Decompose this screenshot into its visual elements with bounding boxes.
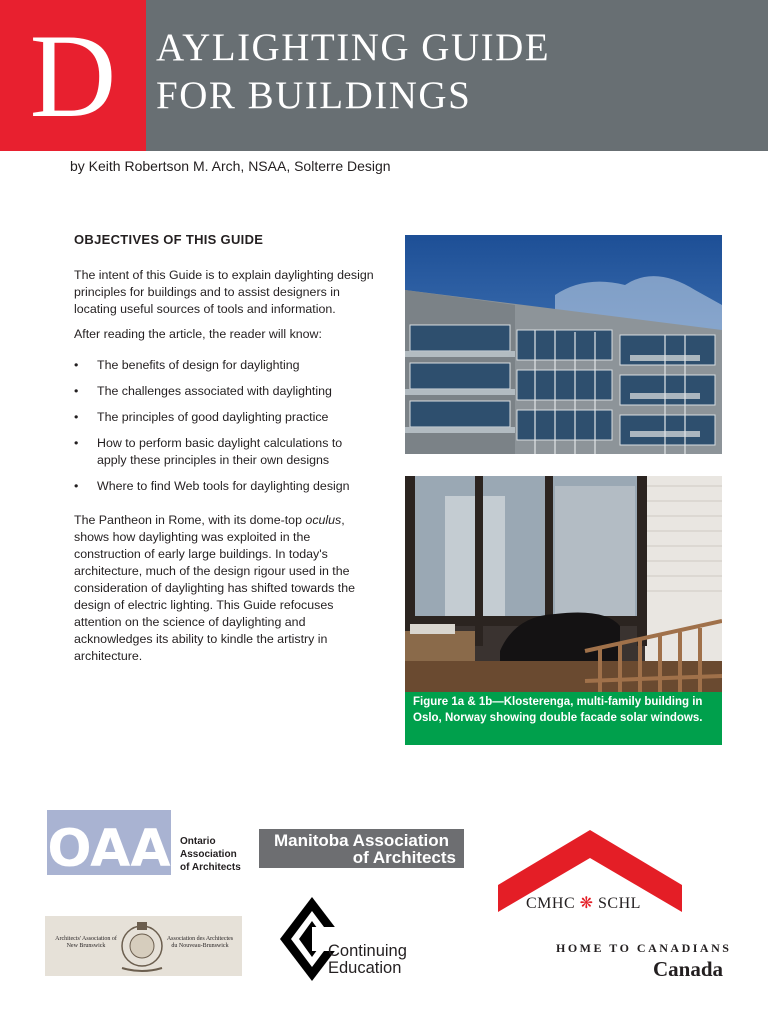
byline: by Keith Robertson M. Arch, NSAA, Solterre Design: [70, 158, 391, 174]
oculus-term: oculus: [305, 513, 342, 527]
figure-caption: Figure 1a & 1b—Klosterenga, multi-family building in Oslo, Norway showing double facade solar windows.: [405, 692, 722, 745]
oaa-name: [180, 835, 241, 874]
title-dropcap: D: [29, 9, 117, 142]
oaa-mark-text: OAA: [47, 819, 171, 875]
maa-line-1: Manitoba Association: [273, 831, 450, 850]
nb-right-text: Association des Architectes du Nouveau-Brunswick: [166, 936, 234, 949]
list-item: • Where to find Web tools for daylighting design: [74, 478, 374, 495]
pantheon-paragraph: [74, 512, 374, 665]
oaa-name-line-3: of Architects: [180, 862, 241, 873]
objectives-list: [74, 357, 374, 495]
maa-line-2: of Architects: [352, 848, 456, 867]
oaa-logo-mark: [47, 810, 171, 875]
canada-wordmark: [653, 957, 723, 982]
figure-1a-photo: [405, 235, 722, 454]
pantheon-text-1: The Pantheon in Rome, with its dome-top: [74, 513, 306, 527]
list-item: • The principles of good daylighting practice: [74, 409, 374, 426]
oaa-logo: [47, 810, 171, 875]
schl-text: SCHL: [598, 895, 641, 912]
oaa-name-line-2: Association: [180, 849, 237, 860]
nb-crest-graphic: [118, 920, 166, 974]
maple-leaf-icon: ❋: [579, 895, 594, 912]
objectives-heading: OBJECTIVES OF THIS GUIDE: [74, 232, 264, 247]
nb-left-text: Architects' Association of New Brunswick: [55, 936, 117, 949]
objectives-section: [74, 231, 374, 673]
pantheon-text-2: , shows how daylighting was exploited in the construction of early large buildings. In today's architecture, much of the design rigour used in the consideration of daylighting has shifted towards the design of electric lighting. This Guide refocuses attention on the science of daylighting and acknowledges its ability to kindle the artistry in architecture.: [74, 513, 356, 663]
home-to-canadians: HOME TO CANADIANS: [556, 941, 732, 955]
lead-paragraph: After reading the article, the reader will know:: [74, 327, 322, 341]
list-item: • The challenges associated with daylighting: [74, 383, 374, 400]
title-line-2: FOR BUILDINGS: [156, 74, 472, 117]
cmhc-schl-wordmark: [526, 893, 641, 913]
ce-line-1: Continuing: [328, 942, 407, 960]
continuing-education-text: [328, 943, 407, 977]
ce-line-2: Education: [328, 959, 402, 977]
page-title: [156, 24, 550, 120]
title-line-1: AYLIGHTING GUIDE: [156, 26, 551, 69]
cmhc-text: CMHC: [526, 895, 576, 912]
nb-seal-icon: [118, 920, 166, 974]
oaa-name-line-1: Ontario: [180, 836, 216, 847]
figure-1b-photo: [405, 476, 722, 692]
intro-paragraph: The intent of this Guide is to explain daylighting design principles for buildings and to assist designers in locating useful sources of tools and information.: [74, 268, 374, 316]
interior-sunspace-image: [405, 476, 722, 692]
manitoba-association-logo: [259, 829, 464, 868]
list-item: • How to perform basic daylight calculations to apply these principles in their own designs: [74, 435, 374, 469]
building-facade-image: [405, 235, 722, 454]
list-item: • The benefits of design for daylighting: [74, 357, 374, 374]
canada-text: Canada: [653, 957, 724, 981]
